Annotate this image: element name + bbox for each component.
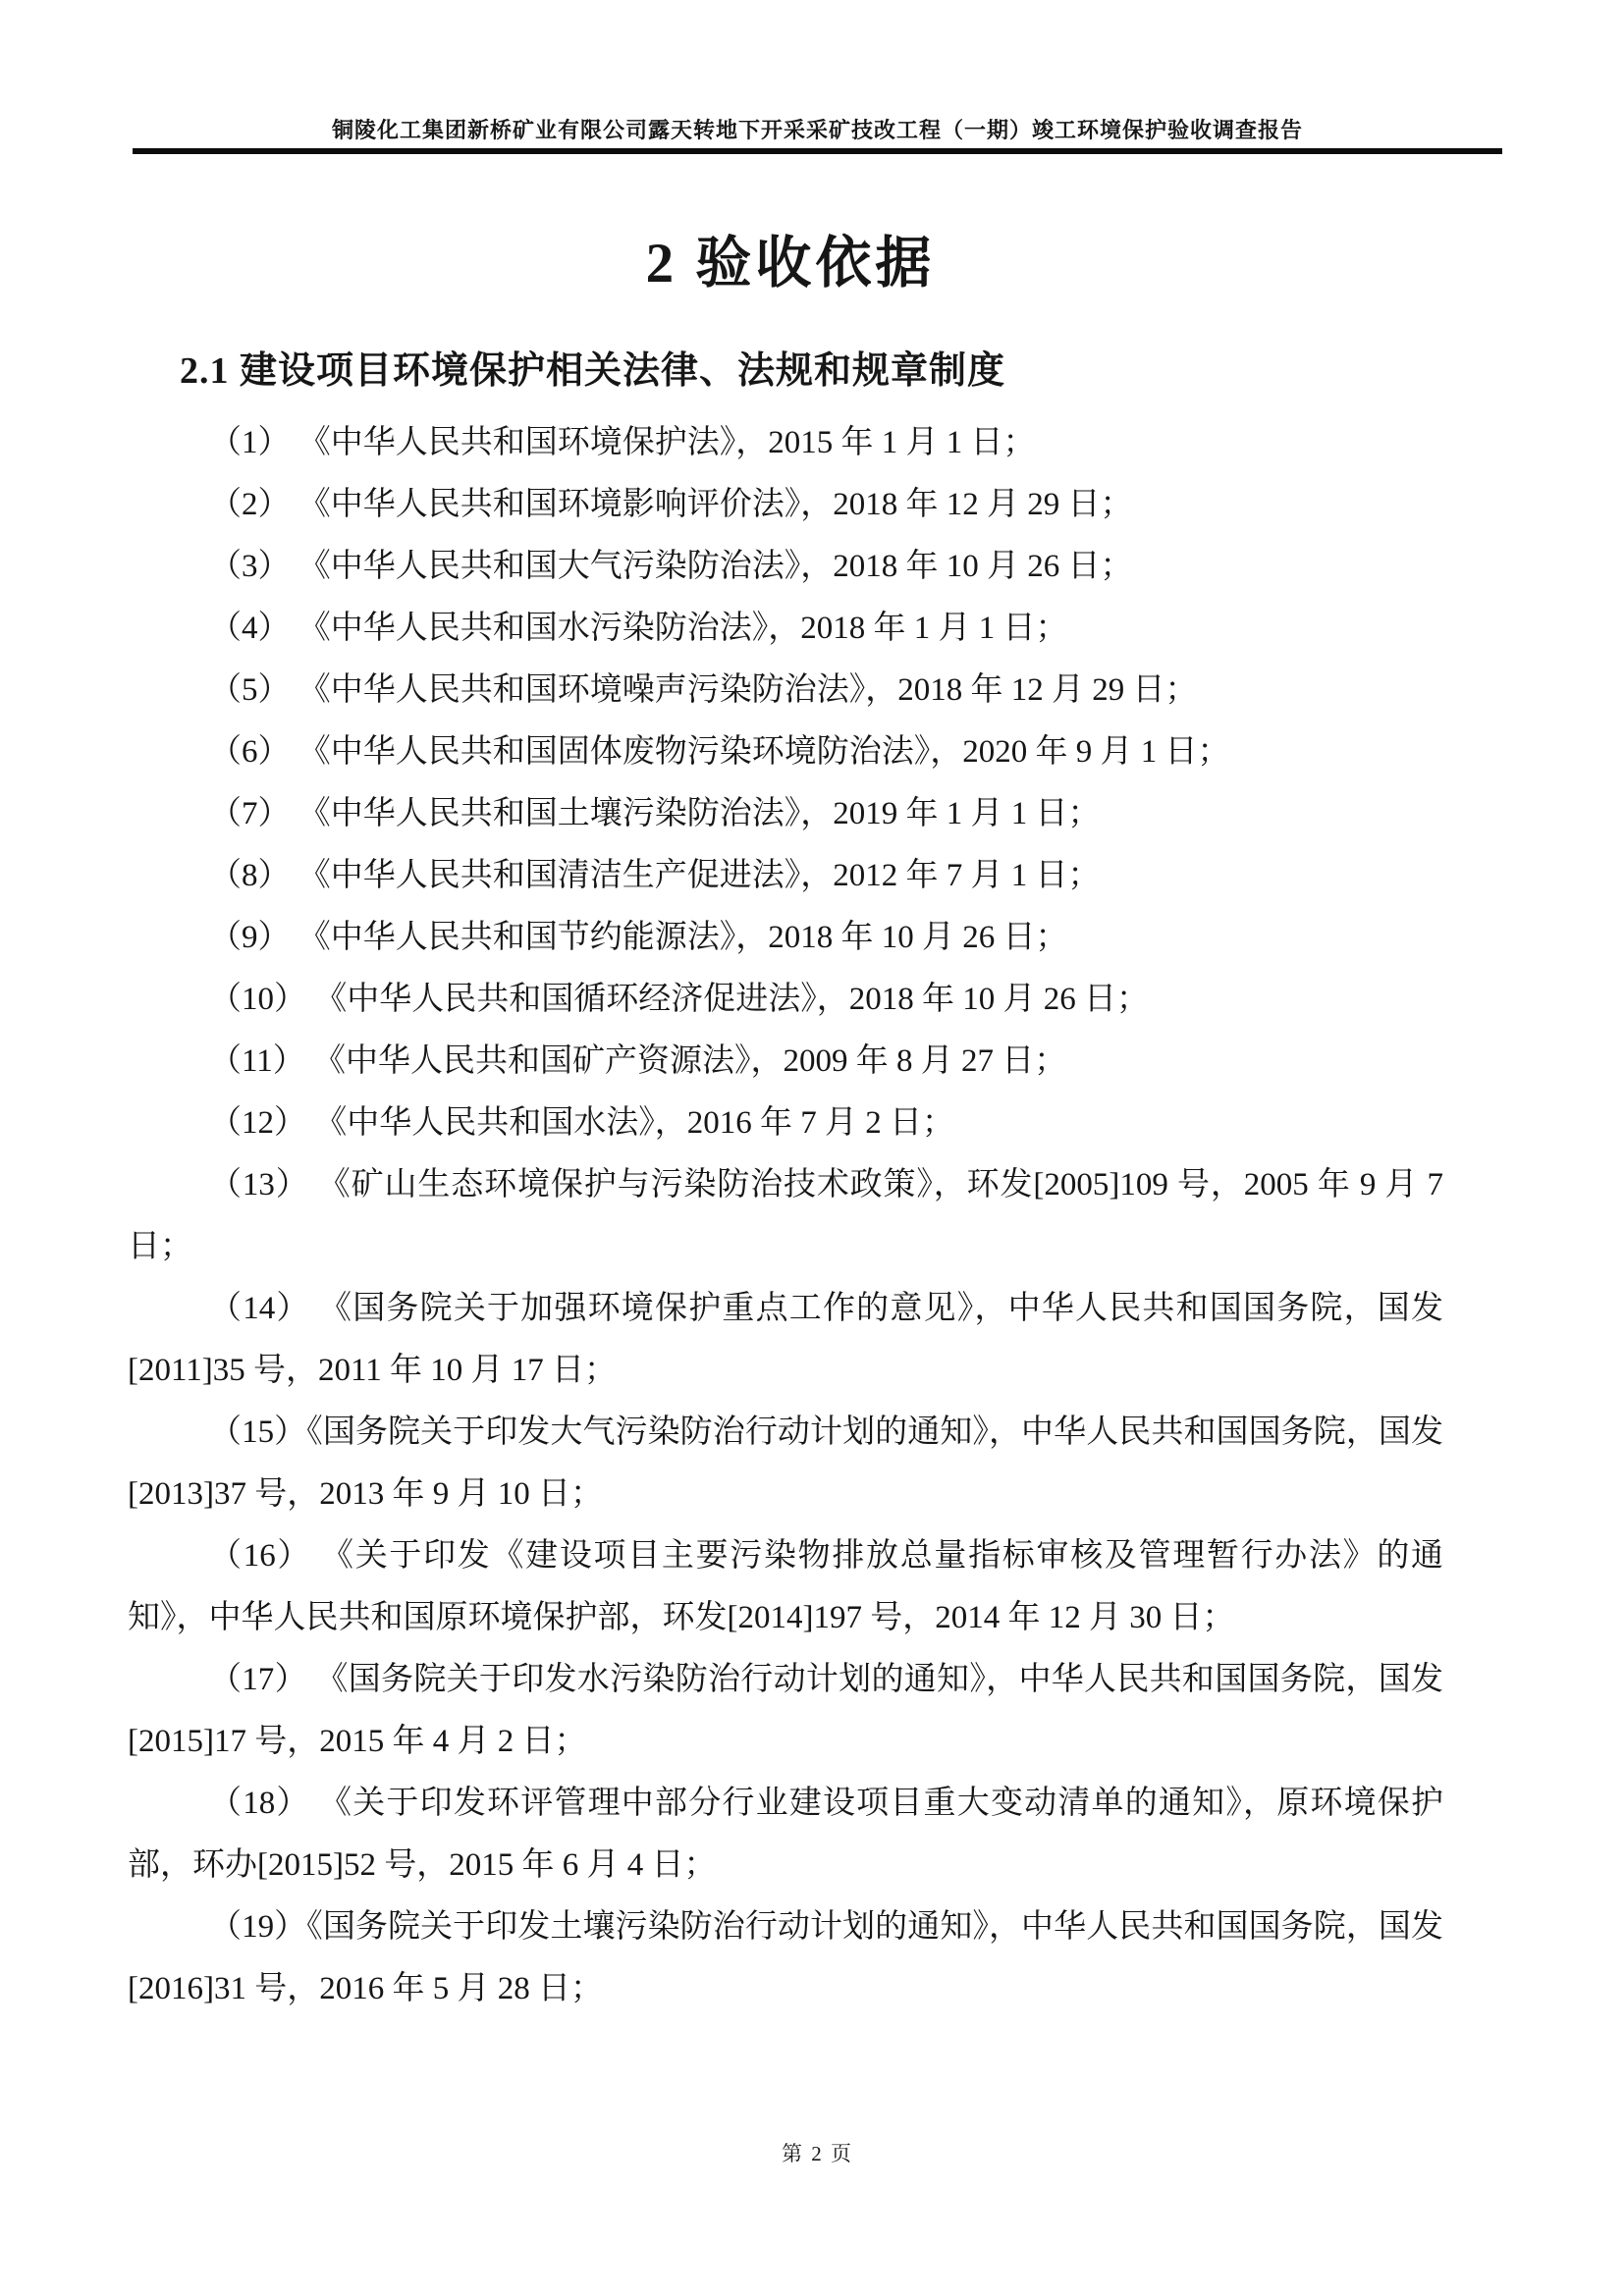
list-item: （16） 《关于印发《建设项目主要污染物排放总量指标审核及管理暂行办法》的通知》，中华人民共和国原环境保护部，环发[2014]197 号，2014 年 12 月 30 日； bbox=[128, 1538, 1443, 1635]
list-item: （3） 《中华人民共和国大气污染防治法》，2018 年 10 月 26 日； bbox=[209, 549, 1133, 584]
list-item: （1） 《中华人民共和国环境保护法》，2015 年 1 月 1 日； bbox=[209, 425, 1036, 460]
section-title: 2.1 建设项目环境保护相关法律、法规和规章制度 bbox=[180, 350, 1006, 392]
list-item: （14） 《国务院关于加强环境保护重点工作的意见》，中华人民共和国国务院，国发[2011]35 号，2011 年 10 月 17 日； bbox=[128, 1291, 1443, 1388]
list-item: （18） 《关于印发环评管理中部分行业建设项目重大变动清单的通知》，原环境保护部，环办[2015]52 号，2015 年 6 月 4 日； bbox=[128, 1786, 1443, 1883]
list-item: （5） 《中华人民共和国环境噪声污染防治法》，2018 年 12 月 29 日； bbox=[209, 672, 1198, 708]
list-item: （17） 《国务院关于印发水污染防治行动计划的通知》，中华人民共和国国务院，国发[2015]17 号，2015 年 4 月 2 日； bbox=[128, 1662, 1443, 1759]
list-item: （15）《国务院关于印发大气污染防治行动计划的通知》，中华人民共和国国务院，国发[2013]37 号，2013 年 9 月 10 日； bbox=[128, 1415, 1443, 1512]
page-number: 第 2 页 bbox=[782, 2142, 853, 2165]
list-item: （19）《国务院关于印发土壤污染防治行动计划的通知》，中华人民共和国国务院，国发[2016]31 号，2016 年 5 月 28 日； bbox=[128, 1909, 1443, 2006]
running-header: 铜陵化工集团新桥矿业有限公司露天转地下开采采矿技改工程（一期）竣工环境保护验收调查报告 bbox=[331, 118, 1303, 142]
list-item: （10） 《中华人民共和国循环经济促进法》，2018 年 10 月 26 日； bbox=[209, 982, 1149, 1017]
list-item: （2） 《中华人民共和国环境影响评价法》，2018 年 12 月 29 日； bbox=[209, 487, 1133, 522]
list-item: （12） 《中华人民共和国水法》，2016 年 7 月 2 日； bbox=[209, 1105, 954, 1141]
chapter-title: 2 验收依据 bbox=[645, 233, 936, 294]
header-rule-divider bbox=[133, 148, 1502, 154]
list-item: （9） 《中华人民共和国节约能源法》，2018 年 10 月 26 日； bbox=[209, 920, 1068, 955]
list-item: （4） 《中华人民共和国水污染防治法》，2018 年 1 月 1 日； bbox=[209, 611, 1068, 646]
list-item: （11） 《中华人民共和国矿产资源法》，2009 年 8 月 27 日； bbox=[209, 1043, 1067, 1079]
list-item: （13） 《矿山生态环境保护与污染防治技术政策》，环发[2005]109 号，2005 年 9 月 7 日； bbox=[128, 1167, 1443, 1264]
list-item: （7） 《中华人民共和国土壤污染防治法》，2019 年 1 月 1 日； bbox=[209, 796, 1101, 831]
legal-reference-list bbox=[128, 412, 1443, 2020]
list-item: （8） 《中华人民共和国清洁生产促进法》，2012 年 7 月 1 日； bbox=[209, 858, 1101, 893]
list-item: （6） 《中华人民共和国固体废物污染环境防治法》，2020 年 9 月 1 日； bbox=[209, 734, 1230, 770]
